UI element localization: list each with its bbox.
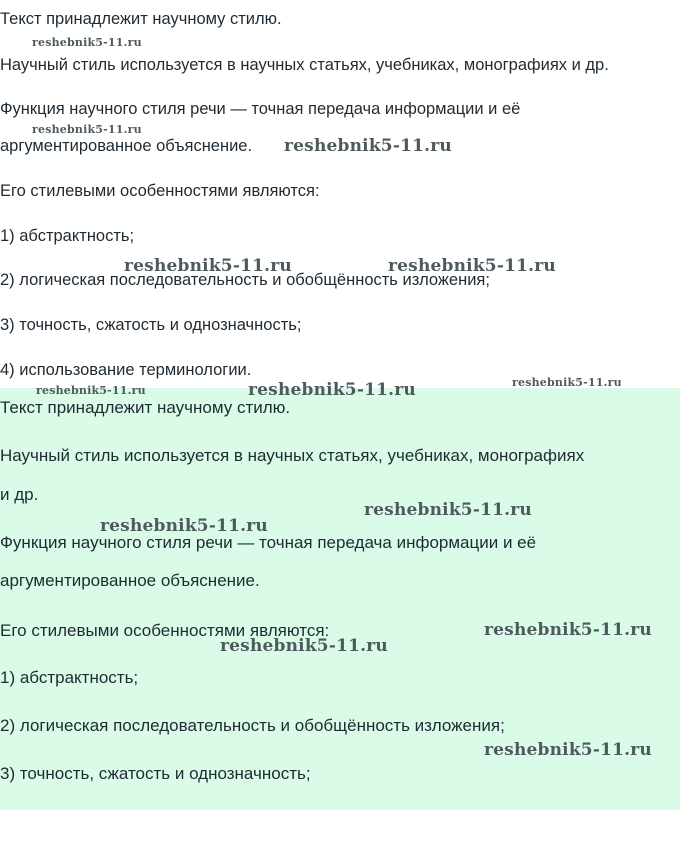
panel-line: 2) логическая последовательность и обобщённость изложения; [0,716,505,735]
watermark: reshebnik5-11.ru [124,256,292,276]
answer-line: аргументированное объяснение. [0,137,253,155]
watermark: reshebnik5-11.ru [32,123,142,136]
highlight-panel [0,388,680,810]
panel-line: Его стилевыми особенностями являются: [0,621,330,640]
watermark: reshebnik5-11.ru [364,500,532,520]
panel-line: Текст принадлежит научному стилю. [0,398,291,417]
panel-line: Научный стиль используется в научных статьях, учебниках, монографиях [0,446,585,465]
watermark: reshebnik5-11.ru [512,376,622,389]
watermark: reshebnik5-11.ru [248,380,416,400]
watermark: reshebnik5-11.ru [220,636,388,656]
watermark: reshebnik5-11.ru [100,516,268,536]
watermark: reshebnik5-11.ru [32,36,142,49]
answer-line: 2) логическая последовательность и обобщённость изложения; [0,271,490,289]
answer-line: 4) использование терминологии. [0,361,252,379]
panel-line: 3) точность, сжатость и однозначность; [0,764,311,783]
watermark: reshebnik5-11.ru [484,620,652,640]
answer-line: Его стилевыми особенностями являются: [0,182,320,200]
panel-line: и др. [0,485,39,504]
answer-line: Текст принадлежит научному стилю. [0,10,282,28]
answer-line: Функция научного стиля речи — точная передача информации и её [0,100,521,118]
panel-line: аргументированное объяснение. [0,571,260,590]
panel-line: 1) абстрактность; [0,668,139,687]
watermark: reshebnik5-11.ru [388,256,556,276]
answer-line: 1) абстрактность; [0,227,135,245]
answer-line: 3) точность, сжатость и однозначность; [0,316,302,334]
watermark: reshebnik5-11.ru [284,136,452,156]
watermark: reshebnik5-11.ru [484,740,652,760]
answer-line: Научный стиль используется в научных статьях, учебниках, монографиях и др. [0,56,609,74]
panel-line: Функция научного стиля речи — точная передача информации и её [0,533,537,552]
watermark: reshebnik5-11.ru [36,384,146,397]
